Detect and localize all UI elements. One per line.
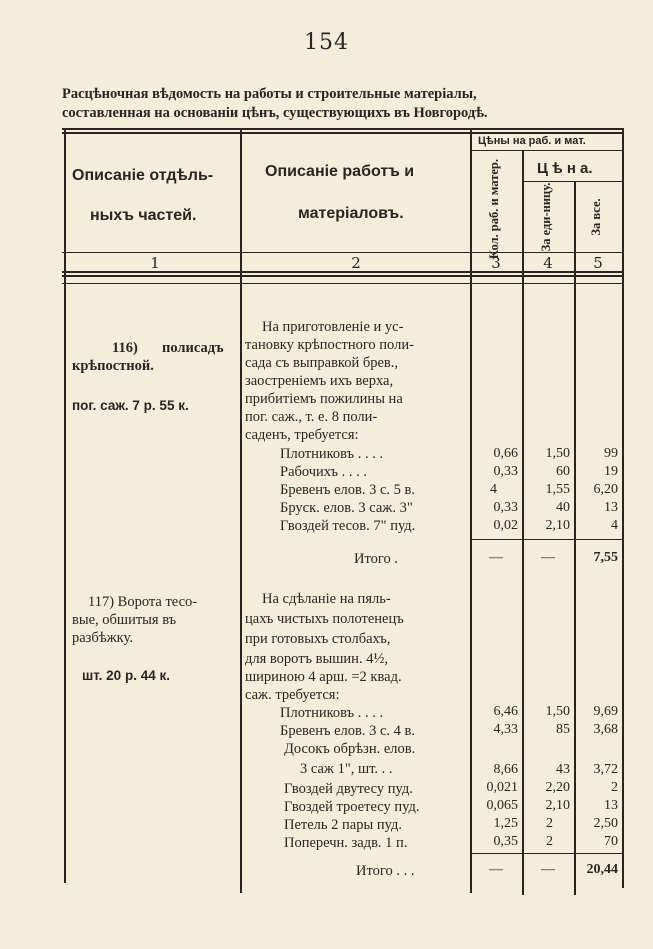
item-116-name-part2: крѣпостной.	[72, 358, 154, 374]
item-117-name-2: разбѣжку.	[72, 630, 133, 646]
row-total: 70	[604, 834, 618, 849]
row-label: Досокъ обрѣзн. елов.	[284, 741, 416, 757]
row-label: Гвоздей тесов. 7" пуд.	[280, 518, 416, 534]
col1-header-line2: ныхъ частей.	[90, 207, 197, 224]
row-total: 13	[604, 500, 618, 515]
title-line-2: составленная на основаніи цѣнъ, существующихъ въ Новгородѣ.	[62, 105, 488, 121]
item-117-desc-2: при готовыхъ столбахъ,	[245, 631, 391, 647]
total-unit: —	[541, 550, 555, 565]
item-116-number: 116)	[112, 340, 138, 356]
row-qty: 8,66	[493, 762, 518, 777]
total-sum: 20,44	[586, 862, 618, 877]
col1-header-line1: Описаніе отдѣль-	[72, 167, 214, 184]
item-117-desc-1: цахъ чистыхъ полотенецъ	[245, 611, 404, 627]
item-116-desc-5: пог. саж., т. е. 8 поли-	[245, 409, 378, 425]
item-116-desc-4: прибитіемъ пожилины на	[245, 391, 403, 407]
row-total: 2	[611, 780, 618, 795]
row-unit: 2,10	[545, 518, 570, 533]
row-label: Рабочихъ . . . .	[280, 464, 367, 480]
item-117-desc-4: шириною 4 арш. =2 квад.	[245, 669, 402, 685]
row-total: 13	[604, 798, 618, 813]
row-total: 99	[604, 446, 618, 461]
row-qty: 0,33	[493, 464, 518, 479]
row-label: Бревенъ елов. 3 с. 4 в.	[280, 723, 416, 739]
row-qty: 0,33	[493, 500, 518, 515]
row-unit: 2,20	[545, 780, 570, 795]
row-unit: 85	[556, 722, 570, 737]
col-number-3: 3	[491, 254, 501, 272]
item-116-name-part1: полисадъ	[162, 340, 224, 356]
row-unit: 60	[556, 464, 570, 479]
row-unit: 2,10	[545, 798, 570, 813]
item-116-desc-2: сада съ выправкой брев.,	[245, 355, 399, 371]
row-qty: 4	[490, 482, 497, 497]
title-line-1: Расцѣночная вѣдомость на работы и строительные матеріалы,	[62, 86, 477, 102]
item-117-name-0: 117) Ворота тесо-	[88, 594, 198, 610]
price-subheader: Ц ѣ н а.	[537, 160, 593, 177]
row-qty: 4,33	[493, 722, 518, 737]
col-number-4: 4	[543, 254, 553, 272]
row-qty: 1,25	[493, 816, 518, 831]
row-total: 3,68	[593, 722, 618, 737]
row-qty: 0,66	[493, 446, 518, 461]
item-116-desc-6: саденъ, требуется:	[245, 427, 359, 443]
row-total: 6,20	[593, 482, 618, 497]
col2-header-line2: матеріаловъ.	[298, 205, 404, 222]
item-116-desc-3: заостреніемъ ихъ верха,	[245, 373, 394, 389]
row-total: 2,50	[593, 816, 618, 831]
row-label: Плотниковъ . . . .	[280, 705, 384, 721]
row-label: Петель 2 пары пуд.	[284, 817, 402, 833]
col3-vertical-header: Кол. раб. и матер.	[487, 159, 501, 259]
row-total: 4	[611, 518, 618, 533]
item-116-desc-0: На приготовленіе и ус-	[262, 319, 404, 335]
total-label: Итого . . .	[356, 863, 415, 879]
row-label: Гвоздей двутесу пуд.	[284, 781, 413, 797]
col2-header-line1: Описаніе работъ и	[265, 163, 415, 180]
page-number: 154	[304, 30, 349, 55]
item-117-desc-0: На сдѣланіе на пяль-	[262, 591, 391, 607]
row-unit: 43	[556, 762, 570, 777]
row-qty: 0,35	[493, 834, 518, 849]
row-unit: 40	[556, 500, 570, 515]
total-sum: 7,55	[593, 550, 618, 565]
item-116-measure: пог. саж. 7 р. 55 к.	[72, 398, 189, 413]
item-117-desc-3: для воротъ вышин. 4½,	[245, 651, 388, 667]
row-unit: 2	[546, 834, 553, 849]
col5-vertical-header: За все.	[589, 198, 603, 236]
col-number-1: 1	[150, 254, 160, 272]
row-unit: 1,55	[545, 482, 570, 497]
col4-vertical-header: За еди-ницу.	[539, 182, 553, 252]
total-unit: —	[541, 862, 555, 877]
row-qty: 0,021	[486, 780, 518, 795]
total-label: Итого .	[354, 551, 398, 567]
row-total: 19	[604, 464, 618, 479]
row-qty: 0,065	[486, 798, 518, 813]
row-label: Поперечн. задв. 1 п.	[284, 835, 408, 851]
col-number-2: 2	[351, 254, 361, 272]
row-total: 3,72	[593, 762, 618, 777]
row-unit: 1,50	[545, 446, 570, 461]
row-unit: 2	[546, 816, 553, 831]
item-117-measure: шт. 20 р. 44 к.	[82, 668, 170, 683]
total-qty: —	[489, 862, 503, 877]
row-unit: 1,50	[545, 704, 570, 719]
row-label: 3 саж 1", шт. . .	[300, 761, 393, 777]
row-qty: 6,46	[493, 704, 518, 719]
item-117-name-1: вые, обшитыя въ	[72, 612, 177, 628]
row-label: Плотниковъ . . . .	[280, 446, 384, 462]
col-number-5: 5	[593, 254, 603, 272]
prices-header: Цѣны на раб. и мат.	[478, 135, 586, 147]
total-qty: —	[489, 550, 503, 565]
row-total: 9,69	[593, 704, 618, 719]
row-label: Бревенъ елов. 3 с. 5 в.	[280, 482, 416, 498]
row-label: Бруск. елов. 3 саж. 3"	[280, 500, 413, 516]
item-117-desc-5: саж. требуется:	[245, 687, 340, 703]
row-qty: 0,02	[493, 518, 518, 533]
item-116-desc-1: тановку крѣпостного поли-	[245, 337, 414, 353]
row-label: Гвоздей троетесу пуд.	[284, 799, 420, 815]
